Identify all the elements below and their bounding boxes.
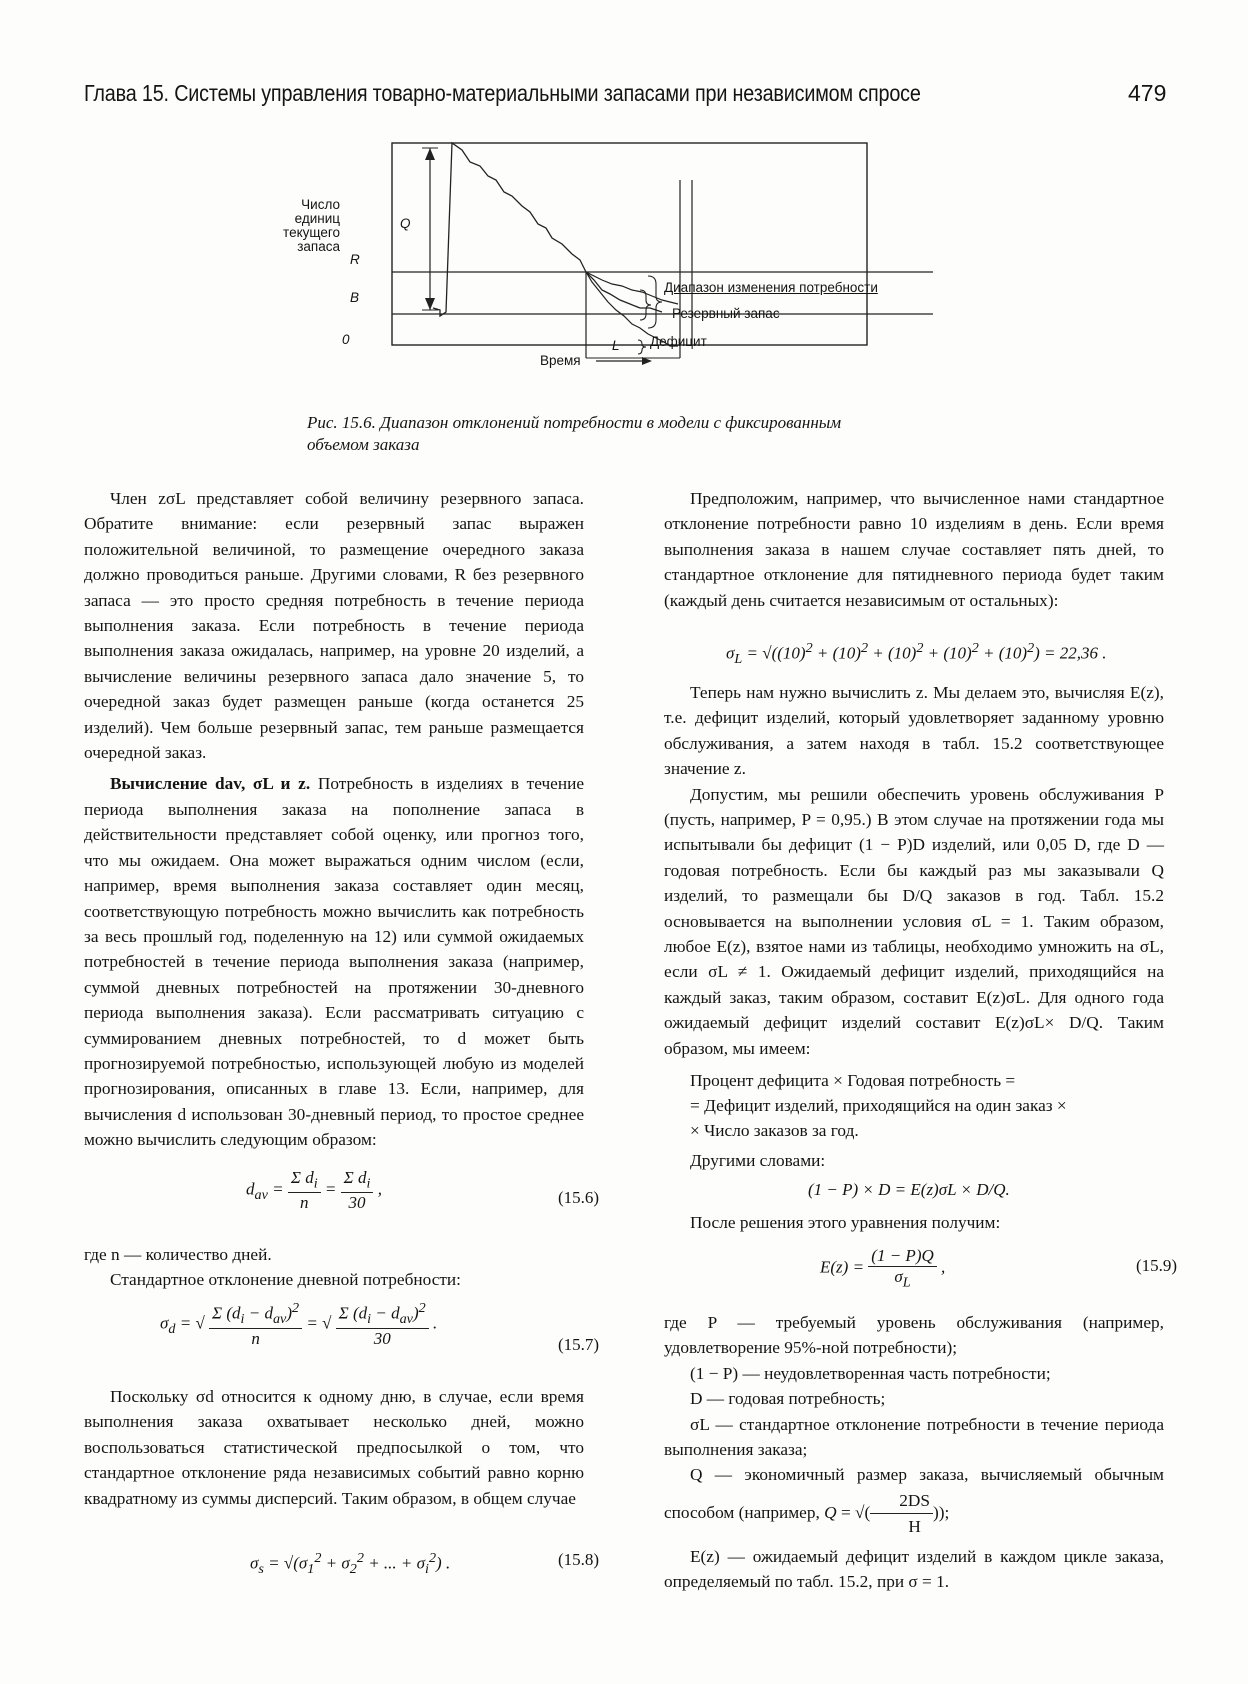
definition: σL — стандартное отклонение потребности в течение периода выполнения заказа;	[664, 1414, 1164, 1460]
figure-caption: Рис. 15.6. Диапазон отклонений потребности в модели с фиксированным объемом заказа	[307, 413, 842, 454]
paragraph: Стандартное отклонение дневной потребности:	[110, 1270, 461, 1290]
inventory-diagram	[290, 140, 950, 400]
definitions	[664, 1310, 1164, 1594]
equation-number: (15.8)	[558, 1550, 600, 1569]
equation-number: (15.9)	[1136, 1256, 1178, 1275]
label-zero: 0	[342, 332, 350, 347]
equation-number: (15.7)	[558, 1335, 600, 1354]
label-b: B	[350, 290, 360, 305]
paragraph: Поскольку σd относится к одному дню, в случае, если время выполнения заказа охватывает несколько дней, можно воспользоваться статистической предпосылкой о том, что стандартное отклонение ряда независимых событий равно корню квадратному из суммы дисперсий. Таким образом, в общем случае	[84, 1387, 584, 1508]
section-heading: Вычисление dav, σL и z.	[110, 774, 311, 794]
right-column-4	[664, 1210, 1164, 1235]
paragraph: Допустим, мы решили обеспечить уровень обслуживания P (пусть, например, P = 0,95.) В этом случае на протяжении года мы испытывали бы дефицит (1 − P)D изделий, или 0,05 D, где D — годовая потребность. Если бы каждый раз мы заказывали Q изделий, то размещали бы D/Q заказов в год. Табл. 15.2 основывается на выполнении условия σL = 1. Таким образом, любое E(z), взятое нами из таблицы, необходимо умножить на σL, если σL ≠ 1. Ожидаемый дефицит изделий, приходящийся на каждый заказ, таким образом, составит E(z)σL. Для одного года ожидаемый дефицит изделий составит E(z)σL× D/Q. Таким образом, мы имеем:	[664, 784, 1164, 1058]
definition: где P — требуемый уровень обслуживания (например, удовлетворение 95%-ной потребности);	[664, 1313, 1164, 1358]
definition: Q — экономичный размер заказа, вычисляемый обычным способом (например, Q = √( $\frac{2DS}{H}$ ));	[664, 1465, 1164, 1537]
x-axis-label: Время	[540, 353, 581, 368]
figure	[283, 140, 950, 400]
label-q: Q	[400, 216, 411, 231]
definition: (1 − P) — неудовлетворенная часть потребности;	[690, 1363, 1051, 1383]
right-column-2	[664, 680, 1164, 1061]
left-column-2	[84, 1242, 584, 1293]
label-r: R	[350, 252, 360, 267]
paragraph: Член zσL представляет собой величину резервного запаса. Обратите внимание: если резервный запас выражен положительной величиной, то размещение очередного заказа должно проводиться раньше. Другими словами, R без резервного запаса — это просто средняя потребность в течение периода выполнения заказа. Если потребность в течение периода выполнения заказа ожидалась, например, на уровне 20 изделий, а вычисление величины резервного запаса дало значение 5, то очередной заказ будет размещен раньше (когда останется 25 изделий). Чем больше резервный запас, тем раньше размещается очередной заказ.	[84, 489, 584, 763]
annotation-demand-range: Диапазон изменения потребности	[664, 280, 878, 295]
definition: D — годовая потребность;	[690, 1389, 886, 1409]
paragraph: Предположим, например, что вычисленное нами стандартное отклонение потребности равно 10 изделиям в день. Если время выполнения заказа в нашем случае составляет пять дней, то стандартное отклонение для пятидневного периода будет таким (каждый день считается независимым от остальных):	[664, 489, 1164, 610]
equation-15-7: $\sigma_d$ = √ $\frac{\Sigma (d_i - d_{av})^2}{n}$ = √ $\frac{\Sigma (d_i - d_{av})^2}{30}$ .	[160, 1300, 438, 1349]
page-number: 479	[1128, 80, 1167, 106]
equation-number: (15.6)	[558, 1188, 600, 1207]
equation-15-6: $d_{av}$ = $\frac{\Sigma d_i}{n}$ = $\frac{\Sigma d_i}{30}$ ,	[246, 1168, 382, 1213]
definition: E(z) — ожидаемый дефицит изделий в каждом цикле заказа, определяемый по табл. 15.2, при σ = 1.	[664, 1546, 1164, 1592]
word-equation: Процент дефицита × Годовая потребность = = Дефицит изделий, приходящийся на один заказ × × Число заказов за год.	[690, 1071, 1067, 1140]
paragraph: Теперь нам нужно вычислить z. Мы делаем это, вычисляя E(z), т.е. дефицит изделий, который удовлетворяет заданному уровню обслуживания, а затем находя в табл. 15.2 соответствующее значение z.	[664, 683, 1164, 779]
left-column	[84, 486, 584, 1153]
equation-15-8: $\sigma_s = √(\sigma_1^2 + \sigma_2^2$ + ... + $\sigma_i^2$) .	[250, 1550, 451, 1578]
left-column-3	[84, 1384, 584, 1511]
demand-line	[433, 143, 662, 316]
y-axis-label: Число единиц текущего запаса	[283, 197, 340, 254]
label-l: L	[612, 338, 620, 353]
annotation-safety-stock: Резервный запас	[672, 306, 780, 321]
annotation-deficit: Дефицит	[650, 334, 707, 349]
plot-frame	[392, 143, 867, 345]
equation-15-9: E(z) = $\frac{(1 - P)Q}{\sigma_L}$ ,	[820, 1246, 946, 1291]
right-column-3	[664, 1148, 1164, 1173]
right-column	[664, 486, 1164, 613]
chapter-title: Глава 15. Системы управления товарно-материальными запасами при независимом спросе	[84, 80, 921, 106]
paragraph: Другими словами:	[690, 1151, 826, 1170]
equation-sigma-l: $\sigma_L = √((10)^2 + (10)^2 + (10)^2 + (10)^2 + (10)^2) = 22,36$ .	[726, 640, 1107, 668]
paragraph: После решения этого уравнения получим:	[690, 1213, 1001, 1232]
equation-mid: (1 − P) × D = E(z)σL × D/Q.	[808, 1180, 1010, 1199]
paragraph: где n — количество дней.	[84, 1245, 272, 1264]
paragraph: Вычисление dav, σL и z. Потребность в изделиях в течение периода выполнения заказа на пополнение запаса в действительности представляет собой оценку, или прогноз того, что мы ожидаем. Она может выражаться одним числом (если, например, время выполнения заказа составляет один месяц, соответствующую потребность можно вычислить как потребность за весь прошлый год, поделенную на 12) или суммой ожидаемых потребностей в течение периода выполнения заказа (например, суммой дневных потребностей на протяжении 30-дневного периода выполнения заказа). Если рассматривать ситуацию с суммированием дневных потребностей, то d может быть прогнозируемой потребностью, использующей любую из моделей прогнозирования, описанных в главе 13. Если, например, для вычисления d использован 30-дневный период, то простое среднее можно вычислить следующим образом:	[84, 774, 584, 1150]
